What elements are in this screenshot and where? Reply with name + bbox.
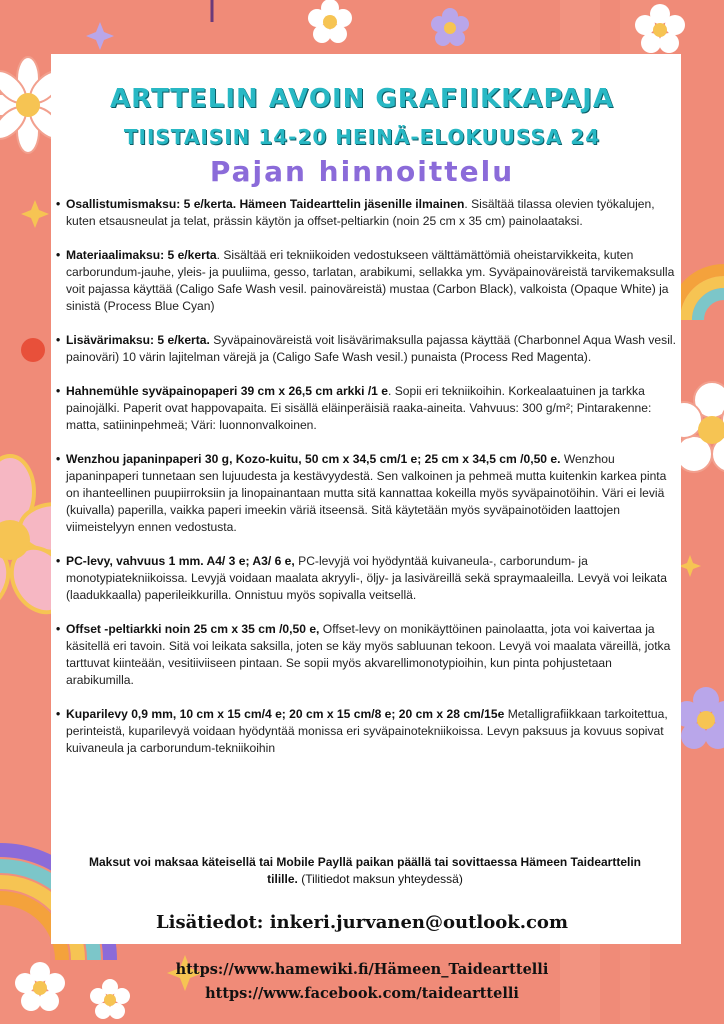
section-title: Pajan hinnoittelu — [209, 155, 515, 188]
list-item: • Osallistumismaksu: 5 e/kerta. Hämeen Taidearttelin jäsenille ilmainen. Sisältää tilassa olevien työkalujen, kuten etsausneulat ja telat, prässin käytön ja offset-peltiarkin (noin 25 cm x 35 cm) painolaataksi. — [66, 196, 676, 230]
list-item: • PC-levy, vahvuus 1 mm. A4/ 3 e; A3/ 6 e, PC-levyjä voi hyödyntää kuivaneula-, carborundum- ja monotypiatekniikoissa. Levyjä voidaan maalata akryyli-, öljy- ja lasiväreillä sekä spraymaaleilla. Levyä voi leikata (laadukkaalla) paperileikkurilla. Onnistuu myös sopivalla veitsellä. — [66, 553, 676, 604]
price-list — [66, 196, 676, 757]
flower-icon — [308, 0, 352, 43]
list-item: • Wenzhou japaninpaperi 30 g, Kozo-kuitu, 50 cm x 34,5 cm/1 e; 25 cm x 34,5 cm /0,50 e. Wenzhou japaninpaperi tunnetaan sen lujuudesta ja kestävyydestä. Sen valkoinen ja pehmeä mutta kuitenkin karkea pinta on ihanteellinen puupiirroksiin ja linopainantaan mutta sitä kannattaa kokeilla myös syväpainotöihin. Väri ei leviä (kuivalla) paperilla, vaikka paperi imeekin väriä itseensä. Sitä käytetään myös syväpainotöiden laattojen viimeistelyyn ennen vedostusta. — [66, 451, 676, 536]
page-title: ARTTELIN AVOIN GRAFIIKKAPAJA — [109, 84, 615, 114]
payment-note: Maksut voi maksaa käteisellä tai Mobile Payllä paikan päällä tai sovittaessa Hämeen Taidearttelin tilille. (Tilitiedot maksun yhteydessä) — [88, 855, 642, 886]
dot-icon — [21, 338, 45, 362]
page-subtitle: TIISTAISIN 14-20 HEINÄ-ELOKUUSSA 24 — [123, 125, 601, 149]
sparkle-icon — [86, 22, 114, 50]
website-link[interactable]: https://www.hamewiki.fi/Hämeen_Taidearttelli — [175, 961, 549, 978]
contact-email[interactable]: Lisätiedot: inkeri.jurvanen@outlook.com — [156, 912, 568, 933]
list-item: • Offset -peltiarkki noin 25 cm x 35 cm /0,50 e, Offset-levy on monikäyttöinen painolaatta, jota voi kaivertaa ja käsitellä eri tavoin. Sitä voi leikata saksilla, joten se käy myös sabluunan tekoon. Levyä voi maalata väreillä, jotka tarttuvat kiinteään, vesitiiviiseen pintaan. Se sopii myös akvarellimonotypioihin, kun pinta pohjustetaan arabikumilla. — [66, 621, 676, 689]
facebook-link[interactable]: https://www.facebook.com/taidearttelli — [205, 985, 519, 1002]
links-block — [0, 958, 724, 1006]
list-item: • Lisävärimaksu: 5 e/kerta. Syväpainoväreistä voit lisävärimaksulla pajassa käyttää (Charbonnel Aqua Wash vesil. painoväri) 10 värin lajitelman värejä ja (Caligo Safe Wash vesil.) punaista (Process Red Magenta). — [66, 332, 676, 366]
list-item: • Hahnemühle syväpainopaperi 39 cm x 26,5 cm arkki /1 e. Sopii eri tekniikoihin. Korkealaatuinen ja tarkka painojälki. Paperit ovat happovapaita. Ei sisällä eläinperäisiä raaka-aineita. Vahvuus: 300 g/m²; Pintarakenne: matta, satiininpehmeä; Väri: luonnonvalkoinen. — [66, 383, 676, 434]
list-item: • Materiaalimaksu: 5 e/kerta. Sisältää eri tekniikoiden vedostukseen välttämättömiä oheistarvikkeita, kuten carborundum-jauhe, yleis- ja puuliima, gesso, tarlatan, arabikumi, sellakka ym. Syväpainoväreistä tarvikemaksulla voit pajassa käyttää (Caligo Safe Wash vesil. painoväreistä) mustaa (Carbon Black), valkoista (Opaque White) ja sinistä (Process Blue Cyan) — [66, 247, 676, 315]
flower-icon — [674, 687, 724, 749]
list-item: • Kuparilevy 0,9 mm, 10 cm x 15 cm/4 e; 20 cm x 15 cm/8 e; 20 cm x 28 cm/15e Metalligrafiikkaan tarkoitettua, perinteistä, kuparilevyä voidaan hyödyntää monissa eri syväpainotekniikoissa. Levyn paksuus ja kovuus sopivat kuivaneula ja carborundum-tekniikoihin — [66, 706, 676, 757]
rainbow-icon — [674, 270, 724, 320]
flower-icon — [431, 8, 469, 46]
